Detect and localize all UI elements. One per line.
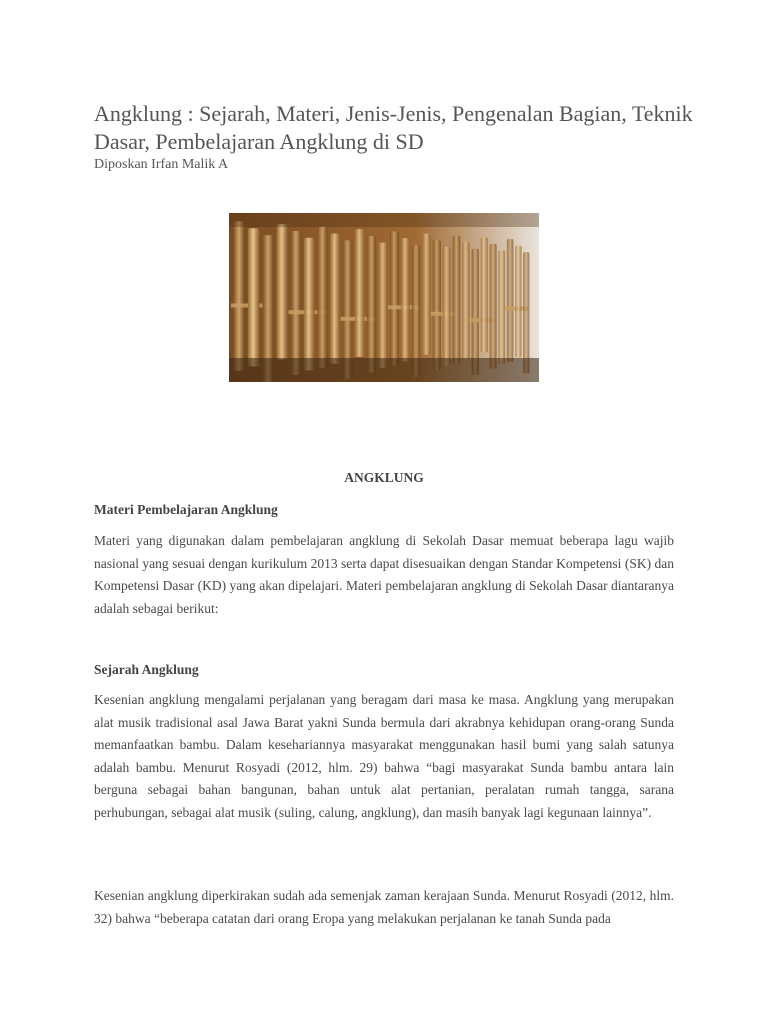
bamboo-tube [401,238,410,361]
bamboo-tube [412,245,421,377]
sejarah-heading: Sejarah Angklung [94,662,199,677]
bamboo-tube [367,236,376,373]
angklung-photo [229,213,539,382]
bamboo-tube [453,235,461,363]
bamboo-tube [390,231,399,365]
bamboo-tube [233,221,245,371]
bamboo-tube [443,247,451,366]
bamboo-tube [515,246,522,358]
bamboo-tube [330,234,340,364]
bamboo-tube [291,231,302,375]
bamboo-tube [490,244,497,369]
bamboo-tube [523,252,529,374]
author-line: Diposkan Irfan Malik A [94,157,229,172]
bamboo-tube [507,239,514,362]
bamboo-tube [422,234,430,355]
bamboo-tube [317,227,327,369]
bamboo-tube [248,228,260,366]
section-title: ANGKLUNG [344,470,424,485]
materi-heading: Materi Pembelajaran Angklung [94,502,278,517]
materi-paragraph: Materi yang digunakan dalam pembelajaran angklung di Sekolah Dasar memuat beberapa lagu wajib nasional yang sesuai dengan kurikulum 2013 serta dapat disesuaikan dengan Standar Kompetensi (SK) dan Kompetensi Dasar (KD) yang akan dipelajari. Materi pembelajaran angklung di Sekolah Dasar diantaranya adalah sebagai berikut: [94,533,674,616]
angklung-illustration [229,213,539,382]
bamboo-tube [379,243,388,369]
bamboo-tube [472,249,479,376]
article-title: Angklung : Sejarah, Materi, Jenis-Jenis, Pengenalan Bagian, Teknik Dasar, Pembelajaran Angklung di SD [94,101,693,154]
bamboo-tube [355,229,365,357]
bamboo-tube [304,238,315,371]
bamboo-tube [462,242,470,359]
bamboo-tube [277,224,288,359]
bamboo-tube [433,240,441,370]
bamboo-tube [481,237,488,353]
bamboo-tube [498,250,505,364]
sejarah-paragraph-2: Kesenian angklung diperkirakan sudah ada semenjak zaman kerajaan Sunda. Menurut Rosyadi (2012, hlm. 32) bahwa “beberapa catatan dari orang Eropa yang melakukan perjalanan ke tanah Sunda pada [94,888,674,926]
sejarah-paragraph-1: Kesenian angklung mengalami perjalanan yang beragam dari masa ke masa. Angklung yang merupakan alat musik tradisional asal Jawa Barat yakni Sunda bermula dari akrabnya kehidupan orang-orang Sunda memanfaatkan bambu. Dalam kesehariannya masyarakat menggunakan hasil bumi yang salah satunya adalah bambu. Menurut Rosyadi (2012, hlm. 29) bahwa “bagi masyarakat Sunda bambu antara lain berguna sebagai bahan bangunan, bahan untuk alat pertanian, peralatan rumah tangga, sarana perhubungan, sebagai alat musik (suling, calung, angklung), dan masih banyak lagi kegunaan lainnya”. [94,692,674,820]
